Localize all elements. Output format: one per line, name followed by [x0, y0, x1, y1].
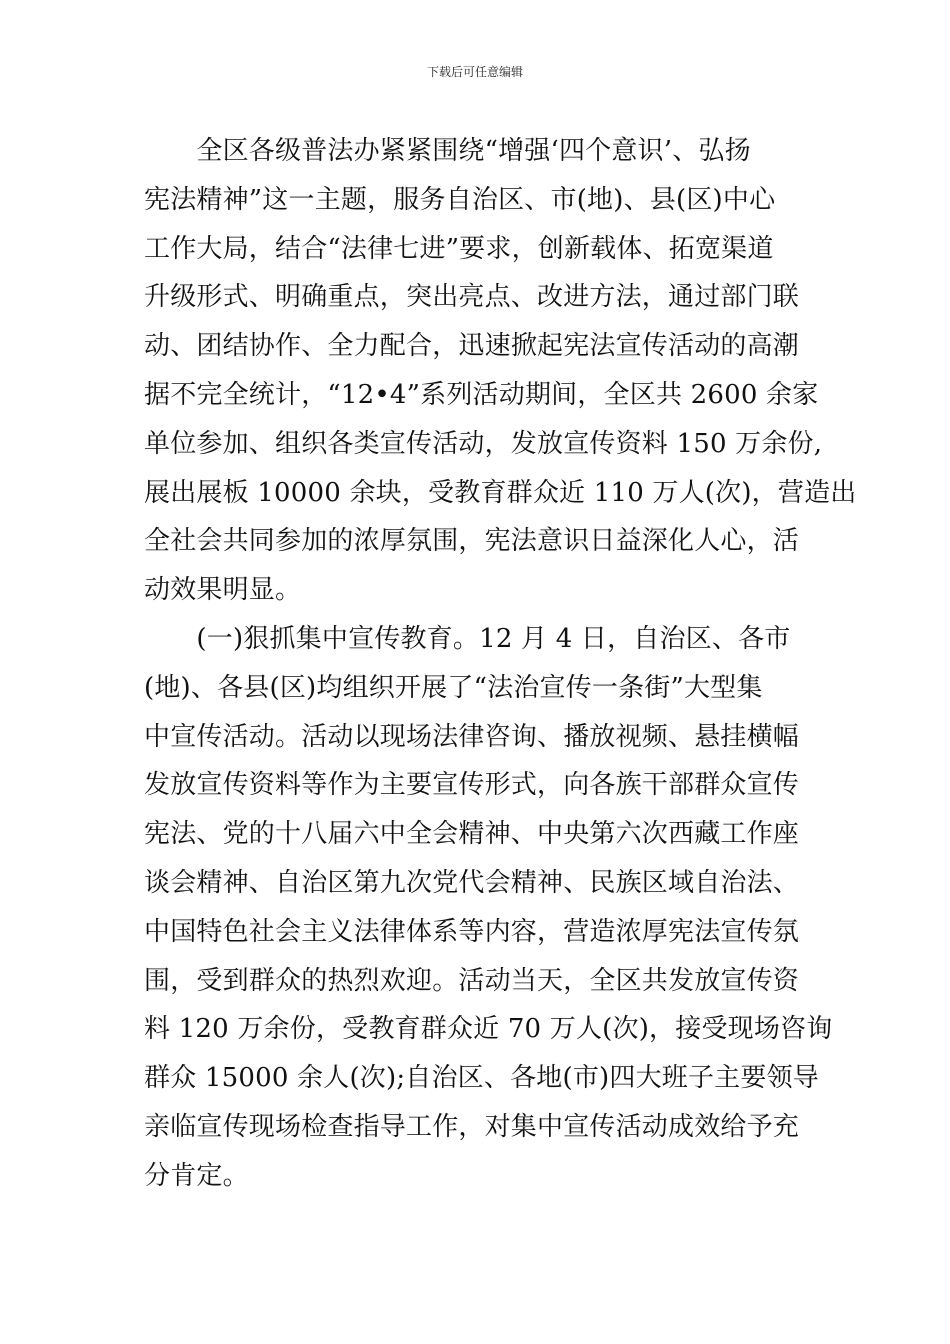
- text-line: 单位参加、组织各类宣传活动，发放宣传资料 150 万余份,: [144, 428, 823, 459]
- text-line: 料 120 万余份，受教育群众近 70 万人(次)，接受现场咨询: [144, 1014, 833, 1045]
- text-line: 全区各级普法办紧紧围绕“增强‘四个意识’、弘扬: [144, 136, 751, 166]
- text-line: 动效果明显。: [144, 575, 302, 606]
- text-line: 中国特色社会主义法律体系等内容，营造浓厚宪法宣传氛: [144, 916, 800, 947]
- text-line: 动、团结协作、全力配合，迅速掀起宪法宣传活动的高潮: [144, 331, 800, 362]
- text-line: 据不完全统计，“12•4”系列活动期间，全区共 2600 余家: [144, 379, 819, 410]
- paragraph-2: [144, 615, 833, 1201]
- text-line: 群众 15000 余人(次);自治区、各地(市)四大班子主要领导: [144, 1063, 819, 1094]
- text-line: 谈会精神、自治区第九次党代会精神、民族区域自治法、: [144, 867, 800, 898]
- text-line: 围，受到群众的热烈欢迎。活动当天，全区共发放宣传资: [144, 965, 800, 996]
- text-line: (地)、各县(区)均组织开展了“法治宣传一条街”大型集: [144, 672, 763, 703]
- text-line: 工作大局，结合“法律七进”要求，创新载体、拓宽渠道: [144, 233, 774, 264]
- text-line: 宪法精神”这一主题，服务自治区、市(地)、县(区)中心: [144, 184, 776, 215]
- text-line: 亲临宣传现场检查指导工作，对集中宣传活动成效给予充: [144, 1111, 800, 1142]
- text-line: 升级形式、明确重点，突出亮点、改进方法，通过部门联: [144, 282, 800, 313]
- text-line: 分肯定。: [144, 1160, 249, 1191]
- text-line: 发放宣传资料等作为主要宣传形式，向各族干部群众宣传: [144, 770, 800, 801]
- text-line: 宪法、党的十八届六中全会精神、中央第六次西藏工作座: [144, 819, 800, 850]
- document-body: [144, 127, 857, 1201]
- text-line: 全社会共同参加的浓厚氛围，宪法意识日益深化人心，活: [144, 526, 800, 557]
- text-line: 中宣传活动。活动以现场法律咨询、播放视频、悬挂横幅: [144, 721, 800, 752]
- text-line: (一)狠抓集中宣传教育。12 月 4 日，自治区、各市: [144, 623, 791, 654]
- paragraph-1: [144, 127, 857, 615]
- page-header: 下载后可任意编辑: [426, 65, 523, 79]
- text-line: 展出展板 10000 余块，受教育群众近 110 万人(次)，营造出: [144, 477, 857, 508]
